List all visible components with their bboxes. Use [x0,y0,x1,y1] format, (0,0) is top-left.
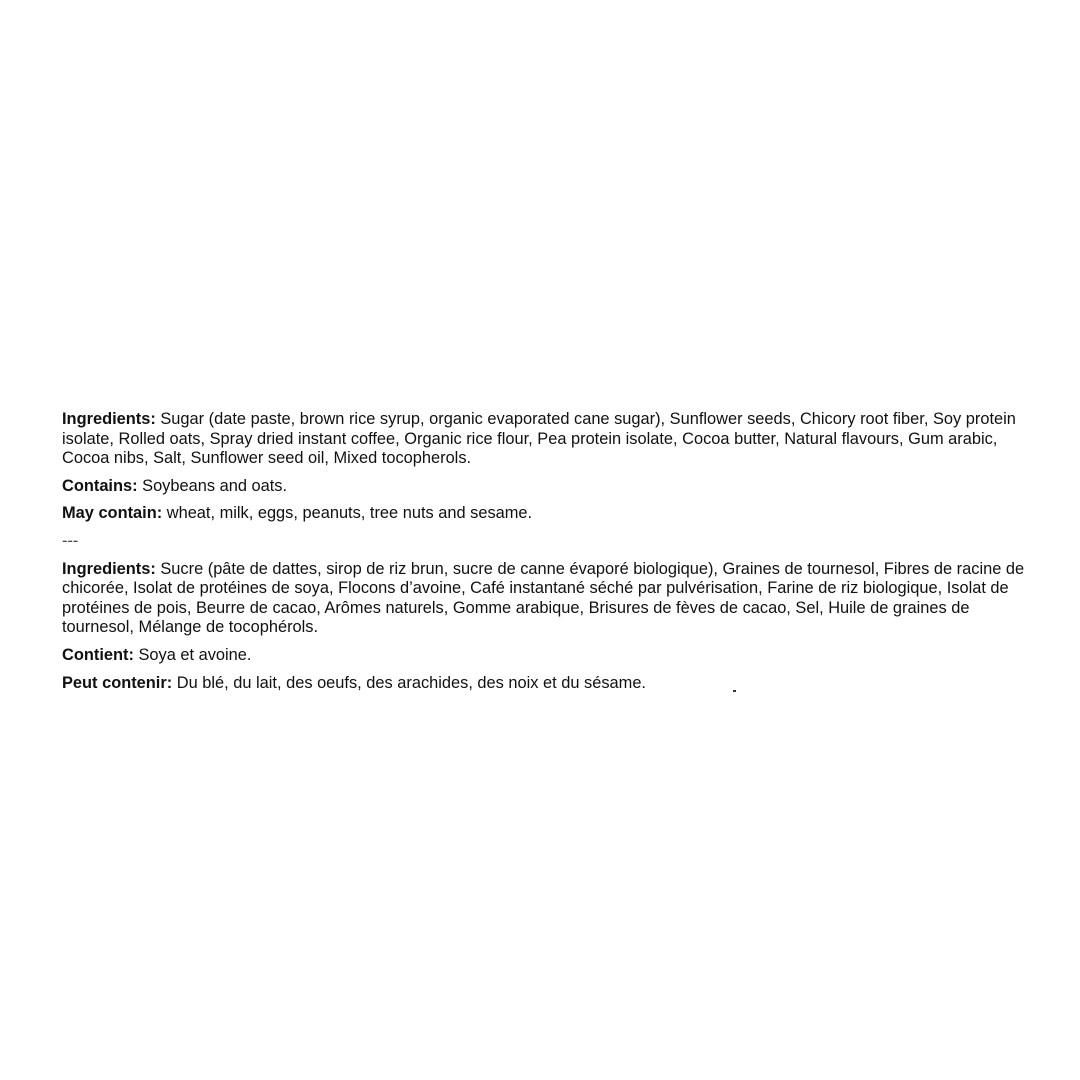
french-may-contain-text: Du blé, du lait, des oeufs, des arachides, des noix et du sésame. [172,673,646,692]
french-ingredients-paragraph [62,560,1037,638]
english-may-contain-text: wheat, milk, eggs, peanuts, tree nuts and sesame. [162,504,533,523]
english-contains-text: Soybeans and oats. [137,476,288,495]
french-contains-label: Contient: [62,645,134,664]
english-contains-label: Contains: [62,476,138,495]
english-contains-paragraph [62,477,1037,497]
french-ingredients-label: Ingredients: [62,559,156,578]
english-may-contain-paragraph [62,504,1037,524]
ingredients-label-document [62,410,1037,701]
english-ingredients-text: Sugar (date paste, brown rice syrup, organic evaporated cane sugar), Sunflower seeds, Chicory root fiber, Soy protein isolate, Rolled oats, Spray dried instant coffee, Organic rice flour, Pea protein isolate, Cocoa butter, Natural flavours, Gum arabic, Cocoa nibs, Salt, Sunflower seed oil, Mixed tocopherols. [62,410,1016,468]
french-contains-paragraph [62,646,1037,666]
french-ingredients-text: Sucre (pâte de dattes, sirop de riz brun, sucre de canne évaporé biologique), Graines de tournesol, Fibres de racine de chicorée, Isolat de protéines de soya, Flocons d’avoine, Café instantané séché par pulvérisation, Farine de riz biologique, Isolat de protéines de pois, Beurre de cacao, Arômes naturels, Gomme arabique, Brisures de fèves de cacao, Sel, Huile de graines de tournesol, Mélange de tocophérols. [62,559,1025,637]
english-may-contain-label: May contain: [62,504,163,523]
french-contains-text: Soya et avoine. [133,645,252,664]
language-separator: --- [62,531,79,550]
stray-mark [733,690,736,692]
english-ingredients-label: Ingredients: [62,410,156,428]
english-ingredients-paragraph [62,410,1037,469]
french-may-contain-label: Peut contenir: [62,673,173,692]
french-may-contain-paragraph [62,674,1037,694]
